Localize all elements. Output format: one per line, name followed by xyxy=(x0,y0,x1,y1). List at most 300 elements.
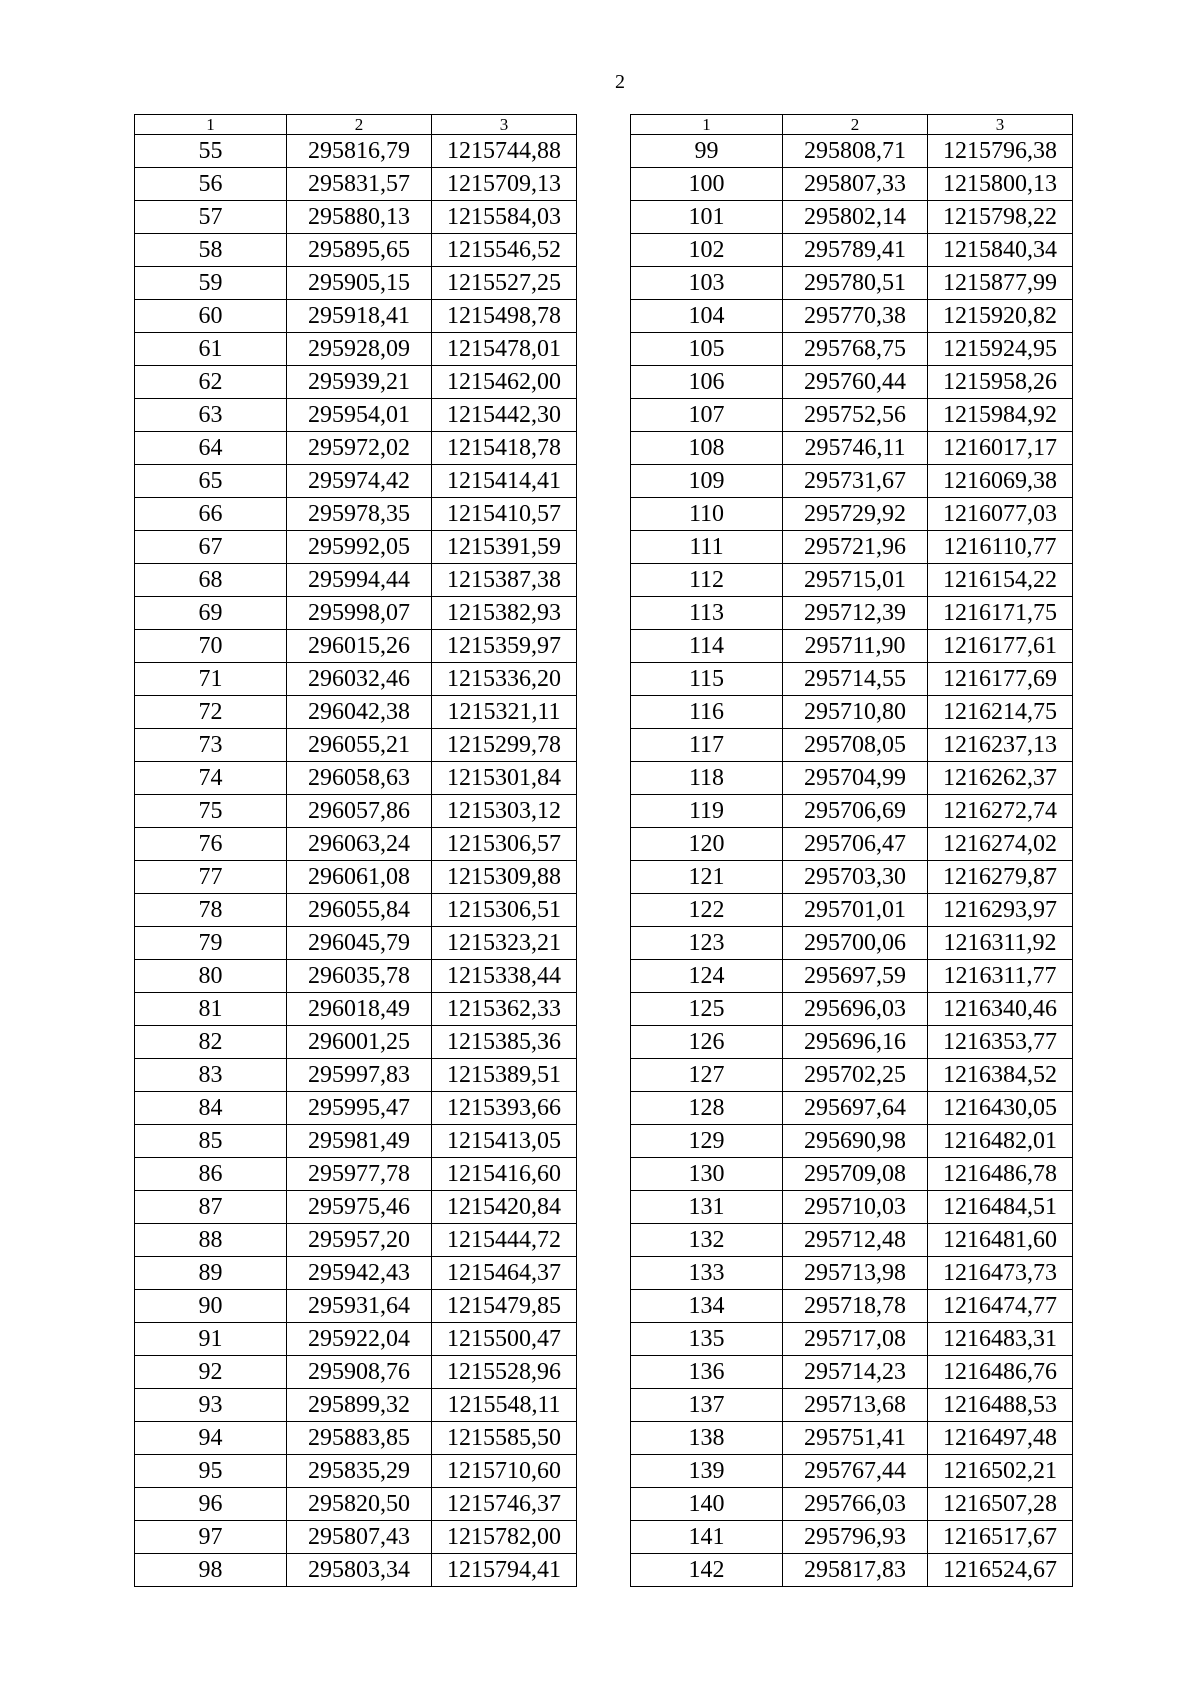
y-coordinate-cell: 1216488,53 xyxy=(928,1389,1073,1422)
point-number-cell: 108 xyxy=(631,432,783,465)
table-row xyxy=(631,465,1073,498)
y-coordinate-cell: 1215498,78 xyxy=(432,300,577,333)
point-number-cell: 80 xyxy=(135,960,287,993)
x-coordinate-cell: 295713,98 xyxy=(783,1257,928,1290)
y-coordinate-cell: 1215796,38 xyxy=(928,135,1073,168)
x-coordinate-cell: 295768,75 xyxy=(783,333,928,366)
y-coordinate-cell: 1216177,61 xyxy=(928,630,1073,663)
y-coordinate-cell: 1215984,92 xyxy=(928,399,1073,432)
point-number-cell: 84 xyxy=(135,1092,287,1125)
y-coordinate-cell: 1215306,51 xyxy=(432,894,577,927)
y-coordinate-cell: 1215794,41 xyxy=(432,1554,577,1587)
x-coordinate-cell: 295997,83 xyxy=(287,1059,432,1092)
y-coordinate-cell: 1216154,22 xyxy=(928,564,1073,597)
point-number-cell: 75 xyxy=(135,795,287,828)
x-coordinate-cell: 296061,08 xyxy=(287,861,432,894)
y-coordinate-cell: 1216171,75 xyxy=(928,597,1073,630)
table-row xyxy=(631,1257,1073,1290)
y-coordinate-cell: 1215585,50 xyxy=(432,1422,577,1455)
point-number-cell: 93 xyxy=(135,1389,287,1422)
point-number-cell: 77 xyxy=(135,861,287,894)
x-coordinate-cell: 295767,44 xyxy=(783,1455,928,1488)
table-row xyxy=(631,366,1073,399)
table-row xyxy=(631,333,1073,366)
table-header-row xyxy=(135,115,577,135)
x-coordinate-cell: 295807,43 xyxy=(287,1521,432,1554)
table-row xyxy=(135,927,577,960)
x-coordinate-cell: 295820,50 xyxy=(287,1488,432,1521)
y-coordinate-cell: 1216507,28 xyxy=(928,1488,1073,1521)
y-coordinate-cell: 1216274,02 xyxy=(928,828,1073,861)
point-number-cell: 56 xyxy=(135,168,287,201)
point-number-cell: 86 xyxy=(135,1158,287,1191)
table-row xyxy=(135,1488,577,1521)
table-row xyxy=(631,960,1073,993)
point-number-cell: 68 xyxy=(135,564,287,597)
point-number-cell: 63 xyxy=(135,399,287,432)
y-coordinate-cell: 1215800,13 xyxy=(928,168,1073,201)
x-coordinate-cell: 295802,14 xyxy=(783,201,928,234)
y-coordinate-cell: 1215840,34 xyxy=(928,234,1073,267)
y-coordinate-cell: 1215359,97 xyxy=(432,630,577,663)
table-row xyxy=(135,1191,577,1224)
point-number-cell: 64 xyxy=(135,432,287,465)
y-coordinate-cell: 1215584,03 xyxy=(432,201,577,234)
point-number-cell: 73 xyxy=(135,729,287,762)
table-row xyxy=(135,267,577,300)
point-number-cell: 82 xyxy=(135,1026,287,1059)
point-number-cell: 118 xyxy=(631,762,783,795)
coordinates-table-left xyxy=(134,114,577,1587)
y-coordinate-cell: 1215382,93 xyxy=(432,597,577,630)
table-row xyxy=(631,762,1073,795)
table-row xyxy=(631,1290,1073,1323)
x-coordinate-cell: 295697,59 xyxy=(783,960,928,993)
x-coordinate-cell: 295712,39 xyxy=(783,597,928,630)
table-row xyxy=(631,135,1073,168)
point-number-cell: 124 xyxy=(631,960,783,993)
point-number-cell: 127 xyxy=(631,1059,783,1092)
x-coordinate-cell: 295895,65 xyxy=(287,234,432,267)
point-number-cell: 76 xyxy=(135,828,287,861)
y-coordinate-cell: 1216077,03 xyxy=(928,498,1073,531)
table-row xyxy=(135,498,577,531)
point-number-cell: 117 xyxy=(631,729,783,762)
x-coordinate-cell: 295729,92 xyxy=(783,498,928,531)
x-coordinate-cell: 295780,51 xyxy=(783,267,928,300)
table-row xyxy=(135,1422,577,1455)
point-number-cell: 69 xyxy=(135,597,287,630)
table-row xyxy=(631,234,1073,267)
point-number-cell: 138 xyxy=(631,1422,783,1455)
x-coordinate-cell: 295721,96 xyxy=(783,531,928,564)
point-number-cell: 90 xyxy=(135,1290,287,1323)
y-coordinate-cell: 1215500,47 xyxy=(432,1323,577,1356)
x-coordinate-cell: 295975,46 xyxy=(287,1191,432,1224)
y-coordinate-cell: 1216481,60 xyxy=(928,1224,1073,1257)
point-number-cell: 129 xyxy=(631,1125,783,1158)
y-coordinate-cell: 1216237,13 xyxy=(928,729,1073,762)
point-number-cell: 72 xyxy=(135,696,287,729)
x-coordinate-cell: 296058,63 xyxy=(287,762,432,795)
x-coordinate-cell: 296055,21 xyxy=(287,729,432,762)
table-row xyxy=(135,894,577,927)
point-number-cell: 102 xyxy=(631,234,783,267)
point-number-cell: 59 xyxy=(135,267,287,300)
table-row xyxy=(135,564,577,597)
x-coordinate-cell: 296032,46 xyxy=(287,663,432,696)
table-row xyxy=(135,960,577,993)
x-coordinate-cell: 295711,90 xyxy=(783,630,928,663)
point-number-cell: 132 xyxy=(631,1224,783,1257)
x-coordinate-cell: 295706,69 xyxy=(783,795,928,828)
x-coordinate-cell: 295817,83 xyxy=(783,1554,928,1587)
table-row xyxy=(631,1422,1073,1455)
table-row xyxy=(631,564,1073,597)
point-number-cell: 92 xyxy=(135,1356,287,1389)
point-number-cell: 99 xyxy=(631,135,783,168)
point-number-cell: 123 xyxy=(631,927,783,960)
table-row xyxy=(631,300,1073,333)
x-coordinate-cell: 295880,13 xyxy=(287,201,432,234)
point-number-cell: 57 xyxy=(135,201,287,234)
table-row xyxy=(135,1554,577,1587)
table-row xyxy=(631,894,1073,927)
x-coordinate-cell: 295918,41 xyxy=(287,300,432,333)
table-row xyxy=(631,1488,1073,1521)
y-coordinate-cell: 1215323,21 xyxy=(432,927,577,960)
table-row xyxy=(135,762,577,795)
table-row xyxy=(631,432,1073,465)
x-coordinate-cell: 295908,76 xyxy=(287,1356,432,1389)
table-row xyxy=(631,927,1073,960)
table-row xyxy=(135,1521,577,1554)
y-coordinate-cell: 1215920,82 xyxy=(928,300,1073,333)
y-coordinate-cell: 1215301,84 xyxy=(432,762,577,795)
x-coordinate-cell: 295974,42 xyxy=(287,465,432,498)
x-coordinate-cell: 296063,24 xyxy=(287,828,432,861)
point-number-cell: 133 xyxy=(631,1257,783,1290)
table-row xyxy=(631,1323,1073,1356)
point-number-cell: 58 xyxy=(135,234,287,267)
x-coordinate-cell: 295998,07 xyxy=(287,597,432,630)
x-coordinate-cell: 295942,43 xyxy=(287,1257,432,1290)
x-coordinate-cell: 295697,64 xyxy=(783,1092,928,1125)
table-row xyxy=(135,597,577,630)
column-header-1: 1 xyxy=(135,115,287,135)
x-coordinate-cell: 296057,86 xyxy=(287,795,432,828)
point-number-cell: 120 xyxy=(631,828,783,861)
point-number-cell: 130 xyxy=(631,1158,783,1191)
table-row xyxy=(135,1356,577,1389)
x-coordinate-cell: 295807,33 xyxy=(783,168,928,201)
y-coordinate-cell: 1216340,46 xyxy=(928,993,1073,1026)
x-coordinate-cell: 295994,44 xyxy=(287,564,432,597)
y-coordinate-cell: 1215528,96 xyxy=(432,1356,577,1389)
x-coordinate-cell: 295957,20 xyxy=(287,1224,432,1257)
point-number-cell: 110 xyxy=(631,498,783,531)
y-coordinate-cell: 1216311,77 xyxy=(928,960,1073,993)
y-coordinate-cell: 1215416,60 xyxy=(432,1158,577,1191)
y-coordinate-cell: 1216524,67 xyxy=(928,1554,1073,1587)
y-coordinate-cell: 1216272,74 xyxy=(928,795,1073,828)
x-coordinate-cell: 295700,06 xyxy=(783,927,928,960)
x-coordinate-cell: 295995,47 xyxy=(287,1092,432,1125)
point-number-cell: 113 xyxy=(631,597,783,630)
point-number-cell: 78 xyxy=(135,894,287,927)
table-row xyxy=(135,531,577,564)
table-row xyxy=(135,828,577,861)
table-row xyxy=(135,795,577,828)
table-row xyxy=(631,1356,1073,1389)
table-row xyxy=(631,1554,1073,1587)
x-coordinate-cell: 295796,93 xyxy=(783,1521,928,1554)
table-row xyxy=(135,1224,577,1257)
point-number-cell: 121 xyxy=(631,861,783,894)
point-number-cell: 104 xyxy=(631,300,783,333)
table-row xyxy=(631,1224,1073,1257)
x-coordinate-cell: 295939,21 xyxy=(287,366,432,399)
y-coordinate-cell: 1216353,77 xyxy=(928,1026,1073,1059)
y-coordinate-cell: 1215709,13 xyxy=(432,168,577,201)
y-coordinate-cell: 1215546,52 xyxy=(432,234,577,267)
point-number-cell: 134 xyxy=(631,1290,783,1323)
table-row xyxy=(135,861,577,894)
point-number-cell: 81 xyxy=(135,993,287,1026)
table-row xyxy=(135,201,577,234)
y-coordinate-cell: 1215924,95 xyxy=(928,333,1073,366)
table-row xyxy=(631,630,1073,663)
table-row xyxy=(631,1092,1073,1125)
y-coordinate-cell: 1215877,99 xyxy=(928,267,1073,300)
point-number-cell: 79 xyxy=(135,927,287,960)
y-coordinate-cell: 1216486,76 xyxy=(928,1356,1073,1389)
x-coordinate-cell: 295712,48 xyxy=(783,1224,928,1257)
point-number-cell: 112 xyxy=(631,564,783,597)
x-coordinate-cell: 296035,78 xyxy=(287,960,432,993)
column-header-2: 2 xyxy=(287,115,432,135)
point-number-cell: 83 xyxy=(135,1059,287,1092)
x-coordinate-cell: 295922,04 xyxy=(287,1323,432,1356)
y-coordinate-cell: 1215478,01 xyxy=(432,333,577,366)
point-number-cell: 116 xyxy=(631,696,783,729)
point-number-cell: 142 xyxy=(631,1554,783,1587)
column-header-3: 3 xyxy=(928,115,1073,135)
y-coordinate-cell: 1216482,01 xyxy=(928,1125,1073,1158)
y-coordinate-cell: 1215798,22 xyxy=(928,201,1073,234)
x-coordinate-cell: 295696,16 xyxy=(783,1026,928,1059)
point-number-cell: 89 xyxy=(135,1257,287,1290)
point-number-cell: 122 xyxy=(631,894,783,927)
table-row xyxy=(631,993,1073,1026)
point-number-cell: 71 xyxy=(135,663,287,696)
x-coordinate-cell: 295835,29 xyxy=(287,1455,432,1488)
table-row xyxy=(631,729,1073,762)
point-number-cell: 126 xyxy=(631,1026,783,1059)
x-coordinate-cell: 296018,49 xyxy=(287,993,432,1026)
point-number-cell: 70 xyxy=(135,630,287,663)
y-coordinate-cell: 1215393,66 xyxy=(432,1092,577,1125)
point-number-cell: 106 xyxy=(631,366,783,399)
table-row xyxy=(631,399,1073,432)
table-row xyxy=(135,1290,577,1323)
table-row xyxy=(631,1455,1073,1488)
point-number-cell: 60 xyxy=(135,300,287,333)
x-coordinate-cell: 295981,49 xyxy=(287,1125,432,1158)
table-row xyxy=(135,1059,577,1092)
column-header-1: 1 xyxy=(631,115,783,135)
point-number-cell: 105 xyxy=(631,333,783,366)
point-number-cell: 135 xyxy=(631,1323,783,1356)
x-coordinate-cell: 295696,03 xyxy=(783,993,928,1026)
table-row xyxy=(135,663,577,696)
x-coordinate-cell: 295905,15 xyxy=(287,267,432,300)
point-number-cell: 88 xyxy=(135,1224,287,1257)
point-number-cell: 128 xyxy=(631,1092,783,1125)
y-coordinate-cell: 1215527,25 xyxy=(432,267,577,300)
x-coordinate-cell: 295928,09 xyxy=(287,333,432,366)
y-coordinate-cell: 1215321,11 xyxy=(432,696,577,729)
y-coordinate-cell: 1215309,88 xyxy=(432,861,577,894)
table-row xyxy=(631,828,1073,861)
y-coordinate-cell: 1216486,78 xyxy=(928,1158,1073,1191)
point-number-cell: 94 xyxy=(135,1422,287,1455)
x-coordinate-cell: 295710,03 xyxy=(783,1191,928,1224)
x-coordinate-cell: 295706,47 xyxy=(783,828,928,861)
x-coordinate-cell: 295831,57 xyxy=(287,168,432,201)
point-number-cell: 125 xyxy=(631,993,783,1026)
x-coordinate-cell: 295708,05 xyxy=(783,729,928,762)
y-coordinate-cell: 1216484,51 xyxy=(928,1191,1073,1224)
y-coordinate-cell: 1216502,21 xyxy=(928,1455,1073,1488)
point-number-cell: 111 xyxy=(631,531,783,564)
table-row xyxy=(631,1521,1073,1554)
x-coordinate-cell: 296045,79 xyxy=(287,927,432,960)
x-coordinate-cell: 295899,32 xyxy=(287,1389,432,1422)
x-coordinate-cell: 295760,44 xyxy=(783,366,928,399)
y-coordinate-cell: 1215418,78 xyxy=(432,432,577,465)
point-number-cell: 55 xyxy=(135,135,287,168)
table-row xyxy=(631,168,1073,201)
y-coordinate-cell: 1215464,37 xyxy=(432,1257,577,1290)
page-number: 2 xyxy=(615,71,625,93)
table-row xyxy=(135,1389,577,1422)
y-coordinate-cell: 1215958,26 xyxy=(928,366,1073,399)
y-coordinate-cell: 1215462,00 xyxy=(432,366,577,399)
x-coordinate-cell: 295789,41 xyxy=(783,234,928,267)
y-coordinate-cell: 1215413,05 xyxy=(432,1125,577,1158)
y-coordinate-cell: 1215744,88 xyxy=(432,135,577,168)
table-row xyxy=(135,135,577,168)
x-coordinate-cell: 296042,38 xyxy=(287,696,432,729)
table-row xyxy=(135,630,577,663)
y-coordinate-cell: 1215385,36 xyxy=(432,1026,577,1059)
table-row xyxy=(631,795,1073,828)
y-coordinate-cell: 1215479,85 xyxy=(432,1290,577,1323)
x-coordinate-cell: 295710,80 xyxy=(783,696,928,729)
y-coordinate-cell: 1216110,77 xyxy=(928,531,1073,564)
coordinates-table-right xyxy=(630,114,1073,1587)
y-coordinate-cell: 1215420,84 xyxy=(432,1191,577,1224)
y-coordinate-cell: 1216474,77 xyxy=(928,1290,1073,1323)
table-row xyxy=(135,1455,577,1488)
x-coordinate-cell: 295816,79 xyxy=(287,135,432,168)
table-row xyxy=(135,465,577,498)
point-number-cell: 61 xyxy=(135,333,287,366)
point-number-cell: 67 xyxy=(135,531,287,564)
point-number-cell: 136 xyxy=(631,1356,783,1389)
table-row xyxy=(631,861,1073,894)
x-coordinate-cell: 295715,01 xyxy=(783,564,928,597)
y-coordinate-cell: 1215414,41 xyxy=(432,465,577,498)
table-row xyxy=(135,432,577,465)
point-number-cell: 62 xyxy=(135,366,287,399)
x-coordinate-cell: 295713,68 xyxy=(783,1389,928,1422)
x-coordinate-cell: 295690,98 xyxy=(783,1125,928,1158)
point-number-cell: 119 xyxy=(631,795,783,828)
y-coordinate-cell: 1215782,00 xyxy=(432,1521,577,1554)
x-coordinate-cell: 295704,99 xyxy=(783,762,928,795)
table-row xyxy=(631,1125,1073,1158)
point-number-cell: 107 xyxy=(631,399,783,432)
point-number-cell: 114 xyxy=(631,630,783,663)
x-coordinate-cell: 295954,01 xyxy=(287,399,432,432)
y-coordinate-cell: 1215548,11 xyxy=(432,1389,577,1422)
x-coordinate-cell: 295977,78 xyxy=(287,1158,432,1191)
point-number-cell: 103 xyxy=(631,267,783,300)
y-coordinate-cell: 1216293,97 xyxy=(928,894,1073,927)
column-header-2: 2 xyxy=(783,115,928,135)
x-coordinate-cell: 295751,41 xyxy=(783,1422,928,1455)
y-coordinate-cell: 1215387,38 xyxy=(432,564,577,597)
y-coordinate-cell: 1215389,51 xyxy=(432,1059,577,1092)
point-number-cell: 91 xyxy=(135,1323,287,1356)
y-coordinate-cell: 1216497,48 xyxy=(928,1422,1073,1455)
y-coordinate-cell: 1216311,92 xyxy=(928,927,1073,960)
point-number-cell: 65 xyxy=(135,465,287,498)
x-coordinate-cell: 295972,02 xyxy=(287,432,432,465)
table-row xyxy=(631,696,1073,729)
x-coordinate-cell: 295746,11 xyxy=(783,432,928,465)
table-row xyxy=(631,267,1073,300)
column-header-3: 3 xyxy=(432,115,577,135)
y-coordinate-cell: 1215410,57 xyxy=(432,498,577,531)
y-coordinate-cell: 1216017,17 xyxy=(928,432,1073,465)
y-coordinate-cell: 1215444,72 xyxy=(432,1224,577,1257)
y-coordinate-cell: 1215710,60 xyxy=(432,1455,577,1488)
point-number-cell: 139 xyxy=(631,1455,783,1488)
table-row xyxy=(631,498,1073,531)
table-header-row xyxy=(631,115,1073,135)
table-row xyxy=(631,1026,1073,1059)
y-coordinate-cell: 1216384,52 xyxy=(928,1059,1073,1092)
table-row xyxy=(631,1191,1073,1224)
table-row xyxy=(135,729,577,762)
point-number-cell: 74 xyxy=(135,762,287,795)
y-coordinate-cell: 1216069,38 xyxy=(928,465,1073,498)
table-row xyxy=(135,234,577,267)
point-number-cell: 96 xyxy=(135,1488,287,1521)
point-number-cell: 115 xyxy=(631,663,783,696)
y-coordinate-cell: 1215391,59 xyxy=(432,531,577,564)
y-coordinate-cell: 1216473,73 xyxy=(928,1257,1073,1290)
table-row xyxy=(135,1323,577,1356)
table-row xyxy=(631,531,1073,564)
x-coordinate-cell: 295709,08 xyxy=(783,1158,928,1191)
point-number-cell: 109 xyxy=(631,465,783,498)
x-coordinate-cell: 295803,34 xyxy=(287,1554,432,1587)
x-coordinate-cell: 295703,30 xyxy=(783,861,928,894)
